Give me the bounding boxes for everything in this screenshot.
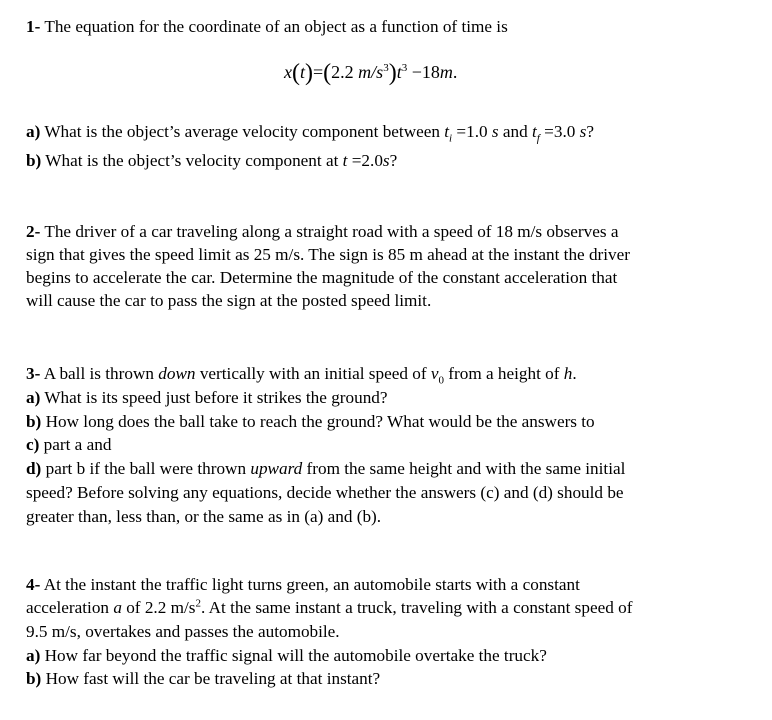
q4-text-2a: acceleration [26, 598, 110, 617]
q1-b-label: b) [26, 151, 42, 170]
q3-part-c [26, 434, 111, 456]
q1-b-text: What is the object’s velocity component at [45, 151, 339, 170]
q2-line-1 [26, 221, 618, 243]
q3-down: down [158, 364, 196, 383]
eq-unit: m/s [358, 62, 384, 82]
q3-v-var: v [430, 364, 439, 383]
q1-tf-unit: s [579, 122, 587, 141]
q2-line-2: sign that gives the speed limit as 25 m/s. The sign is 85 m ahead at the instant the driver [26, 245, 631, 264]
q4-part-b [26, 668, 380, 690]
q1-part-b [26, 150, 397, 172]
q1-equation: x(t)=(2.2 $m/s^3)t^3 -18m$. [284, 60, 458, 86]
q3-d-label: d) [26, 459, 42, 478]
q4-text-2b: of 2.2 m/s [126, 598, 196, 617]
q1-number: 1- [26, 17, 41, 36]
q1-tf-val: =3.0 [544, 122, 576, 141]
q1-intro [26, 16, 508, 38]
q4-a-var: a [113, 598, 122, 617]
eq-t-var: t [396, 62, 402, 82]
q1-a-qmark: ? [586, 122, 594, 141]
q2-text-1: The driver of a car traveling along a straight road with a speed of 18 m/s observes a [44, 222, 619, 241]
q3-line-1 [26, 363, 577, 385]
q3-d-text-b: from the same height and with the same initial [306, 459, 626, 478]
q3-text-a: A ball is thrown [43, 364, 154, 383]
q1-ti-sub: i [449, 132, 453, 145]
q1-ti-val: =1.0 [456, 122, 488, 141]
q1-tf-sub: f [536, 132, 540, 145]
eq-t: t [300, 62, 306, 82]
q1-ti-unit: s [491, 122, 499, 141]
q4-line-3: 9.5 m/s, overtakes and passes the automobile. [26, 622, 340, 641]
q2-line-4: will cause the car to pass the sign at the posted speed limit. [26, 291, 432, 310]
eq-tail: −18 [411, 62, 440, 82]
q3-line-e: speed? Before solving any equations, decide whether the answers (c) and (d) should be [26, 483, 624, 502]
q4-b-text: How fast will the car be traveling at that instant? [45, 669, 381, 688]
q3-line-f: greater than, less than, or the same as in (a) and (b). [26, 507, 382, 526]
q3-text-c: from a height of [448, 364, 560, 383]
q3-a-text: What is its speed just before it strikes the ground? [44, 388, 388, 407]
q3-v-sub: 0 [438, 374, 444, 387]
q1-b-t-var: t [342, 151, 348, 170]
q4-part-a [26, 645, 547, 667]
eq-unit-exp: 3 [383, 62, 389, 74]
q3-part-d [26, 458, 625, 480]
q1-ti-var: t [444, 122, 450, 141]
q1-a-label: a) [26, 122, 41, 141]
q3-b-label: b) [26, 412, 42, 431]
q3-d-text-a: part b if the ball were thrown [45, 459, 247, 478]
q3-b-text: How long does the ball take to reach the ground? What would be the answers to [45, 412, 595, 431]
q2-line-3: begins to accelerate the car. Determine the magnitude of the constant acceleration that [26, 268, 618, 287]
eq-coef: 2.2 [331, 62, 354, 82]
q4-text-1: At the instant the traffic light turns green, an automobile starts with a constant [43, 575, 580, 594]
q4-a-label: a) [26, 646, 41, 665]
q1-and: and [502, 122, 528, 141]
q3-part-b [26, 411, 595, 433]
q4-line-1 [26, 574, 580, 596]
q3-c-text: part a and [43, 435, 112, 454]
q1-b-qmark: ? [389, 151, 398, 170]
eq-tail-unit: m [439, 62, 453, 82]
q3-h-var: h [563, 364, 573, 383]
q4-b-label: b) [26, 669, 42, 688]
q3-number: 3- [26, 364, 41, 383]
q3-dot: . [572, 364, 577, 383]
q3-a-label: a) [26, 388, 41, 407]
q3-upward: upward [250, 459, 303, 478]
q3-part-a [26, 387, 388, 409]
eq-dot: . [452, 62, 458, 82]
q4-line-2 [26, 597, 632, 619]
q1-b-t-val: =2.0 [351, 151, 383, 170]
q3-text-b: vertically with an initial speed of [199, 364, 427, 383]
eq-x: x [284, 62, 292, 82]
eq-t-exp: 3 [401, 62, 408, 74]
q4-number: 4- [26, 575, 41, 594]
q1-a-text: What is the object’s average velocity component between [44, 122, 440, 141]
q3-c-label: c) [26, 435, 40, 454]
q4-text-2c: . At the same instant a truck, traveling with a constant speed of [200, 598, 633, 617]
eq-equals: = [313, 62, 324, 82]
q1-text: The equation for the coordinate of an object as a function of time is [44, 17, 508, 36]
q2-number: 2- [26, 222, 41, 241]
q1-b-t-unit: s [382, 151, 390, 170]
q1-part-a [26, 121, 594, 143]
q1-tf-var: t [532, 122, 537, 141]
q4-exp: 2 [195, 597, 201, 610]
q4-a-text: How far beyond the traffic signal will the automobile overtake the truck? [44, 646, 547, 665]
